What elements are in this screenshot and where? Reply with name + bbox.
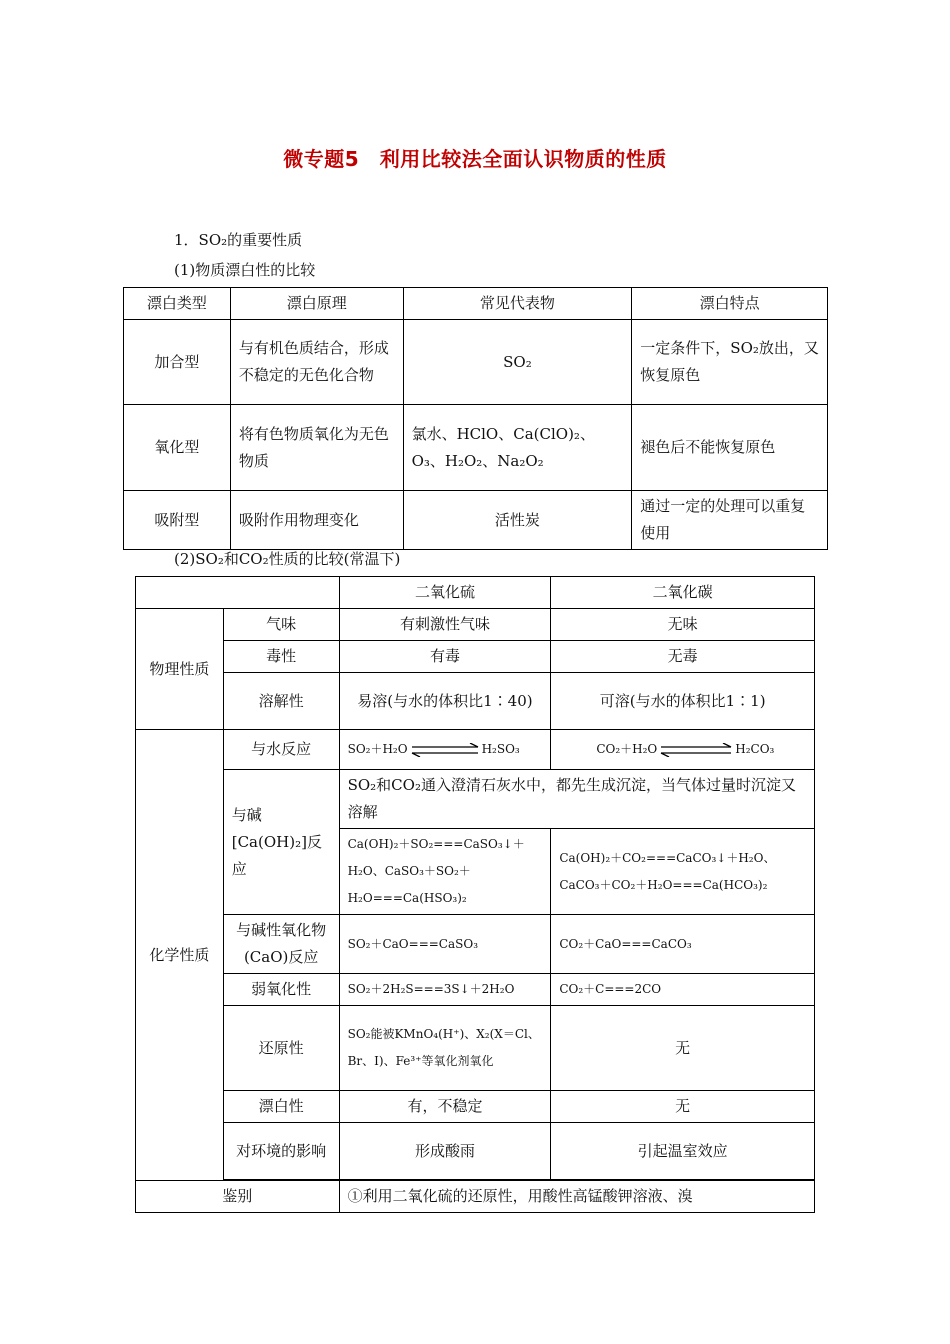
table-cell: 活性炭 xyxy=(403,491,632,550)
table-cell: 有，不稳定 xyxy=(339,1091,551,1123)
table-row xyxy=(136,1006,815,1091)
table-row xyxy=(136,730,815,770)
reaction-cell: CO₂＋CaO===CaCO₃ xyxy=(551,915,815,974)
property-label: 鉴别 xyxy=(136,1181,340,1213)
products: H₂SO₃ xyxy=(481,742,520,756)
header-cell: 二氧化硫 xyxy=(339,577,551,609)
property-label: 对环境的影响 xyxy=(223,1123,339,1180)
table-row xyxy=(136,1123,815,1180)
table-cell: 吸附作用物理变化 xyxy=(230,491,403,550)
reaction-cell: SO₂＋2H₂S===3S↓＋2H₂O xyxy=(339,974,551,1006)
table-row xyxy=(124,491,828,550)
header-cell: 漂白类型 xyxy=(124,288,231,320)
equilibrium-arrow-icon xyxy=(659,743,733,757)
table-cell: 吸附型 xyxy=(124,491,231,550)
table-cell: 通过一定的处理可以重复使用 xyxy=(632,491,828,550)
table-header-row xyxy=(136,577,815,609)
table-cell: 无 xyxy=(551,1091,815,1123)
section-heading: 1．SO₂的重要性质 xyxy=(174,231,303,249)
reactants: CO₂＋H₂O xyxy=(596,742,658,756)
table-cell: SO₂和CO₂通入澄清石灰水中，都先生成沉淀，当气体过量时沉淀又溶解 xyxy=(339,770,814,829)
table-cell: 无 xyxy=(551,1006,815,1091)
subsection-heading: (1)物质漂白性的比较 xyxy=(174,261,316,279)
property-label: 漂白性 xyxy=(223,1091,339,1123)
table-header-row xyxy=(124,288,828,320)
table-cell: 有毒 xyxy=(339,641,551,673)
reaction-cell xyxy=(339,730,551,770)
table-cell: 无毒 xyxy=(551,641,815,673)
empty-cell xyxy=(136,577,340,609)
table-cell: 形成酸雨 xyxy=(339,1123,551,1180)
table-row xyxy=(124,405,828,491)
property-label: 与水反应 xyxy=(223,730,339,770)
table-cell: SO₂能被KMnO₄(H⁺)、X₂(X＝Cl、Br、I)、Fe³⁺等氧化剂氧化 xyxy=(339,1006,551,1091)
table-row xyxy=(136,1181,815,1213)
header-cell: 漂白原理 xyxy=(230,288,403,320)
table-cell: 一定条件下，SO₂放出，又恢复原色 xyxy=(632,320,828,405)
table-row xyxy=(136,673,815,730)
reaction-cell: SO₂＋CaO===CaSO₃ xyxy=(339,915,551,974)
table-cell: SO₂ xyxy=(403,320,632,405)
row-group-label: 化学性质 xyxy=(136,730,224,1181)
reaction-cell xyxy=(551,730,815,770)
reaction-cell: Ca(OH)₂＋CO₂===CaCO₃↓＋H₂O、CaCO₃＋CO₂＋H₂O===Ca(HCO₃)₂ xyxy=(551,829,815,915)
table-row xyxy=(136,915,815,974)
bleaching-table xyxy=(123,287,828,550)
property-label: 溶解性 xyxy=(223,673,339,730)
reaction-cell: CO₂＋C===2CO xyxy=(551,974,815,1006)
table-cell: 无味 xyxy=(551,609,815,641)
table-cell: 易溶(与水的体积比1∶40) xyxy=(339,673,551,730)
header-cell: 漂白特点 xyxy=(632,288,828,320)
table-cell: 加合型 xyxy=(124,320,231,405)
property-label: 气味 xyxy=(223,609,339,641)
property-label: 毒性 xyxy=(223,641,339,673)
property-label: 弱氧化性 xyxy=(223,974,339,1006)
property-label: 与碱性氧化物(CaO)反应 xyxy=(223,915,339,974)
table-cell: 褪色后不能恢复原色 xyxy=(632,405,828,491)
equilibrium-arrow-icon xyxy=(410,743,480,757)
row-group-label: 物理性质 xyxy=(136,609,224,730)
header-cell: 常见代表物 xyxy=(403,288,632,320)
table-cell: 氯水、HClO、Ca(ClO)₂、O₃、H₂O₂、Na₂O₂ xyxy=(403,405,632,491)
table-cell: ①利用二氧化硫的还原性，用酸性高锰酸钾溶液、溴 xyxy=(339,1181,814,1213)
page-title: 微专题5 利用比较法全面认识物质的性质 xyxy=(283,147,667,171)
table-row xyxy=(136,641,815,673)
so2-co2-table xyxy=(135,576,815,1213)
property-label: 还原性 xyxy=(223,1006,339,1091)
subsection-heading: (2)SO₂和CO₂性质的比较(常温下) xyxy=(174,550,401,568)
table-cell: 将有色物质氧化为无色物质 xyxy=(230,405,403,491)
table-cell: 有刺激性气味 xyxy=(339,609,551,641)
table-row xyxy=(136,1091,815,1123)
header-cell: 二氧化碳 xyxy=(551,577,815,609)
products: H₂CO₃ xyxy=(735,742,775,756)
table-cell: 引起温室效应 xyxy=(551,1123,815,1180)
property-label: 与碱[Ca(OH)₂]反应 xyxy=(223,770,339,915)
table-cell: 氧化型 xyxy=(124,405,231,491)
table-row xyxy=(124,320,828,405)
table-row xyxy=(136,974,815,1006)
table-row xyxy=(136,609,815,641)
table-row xyxy=(136,770,815,829)
reactants: SO₂＋H₂O xyxy=(347,742,408,756)
table-cell: 与有机色质结合，形成不稳定的无色化合物 xyxy=(230,320,403,405)
table-cell: 可溶(与水的体积比1∶1) xyxy=(551,673,815,730)
reaction-cell: Ca(OH)₂＋SO₂===CaSO₃↓＋H₂O、CaSO₃＋SO₂＋H₂O===Ca(HSO₃)₂ xyxy=(339,829,551,915)
